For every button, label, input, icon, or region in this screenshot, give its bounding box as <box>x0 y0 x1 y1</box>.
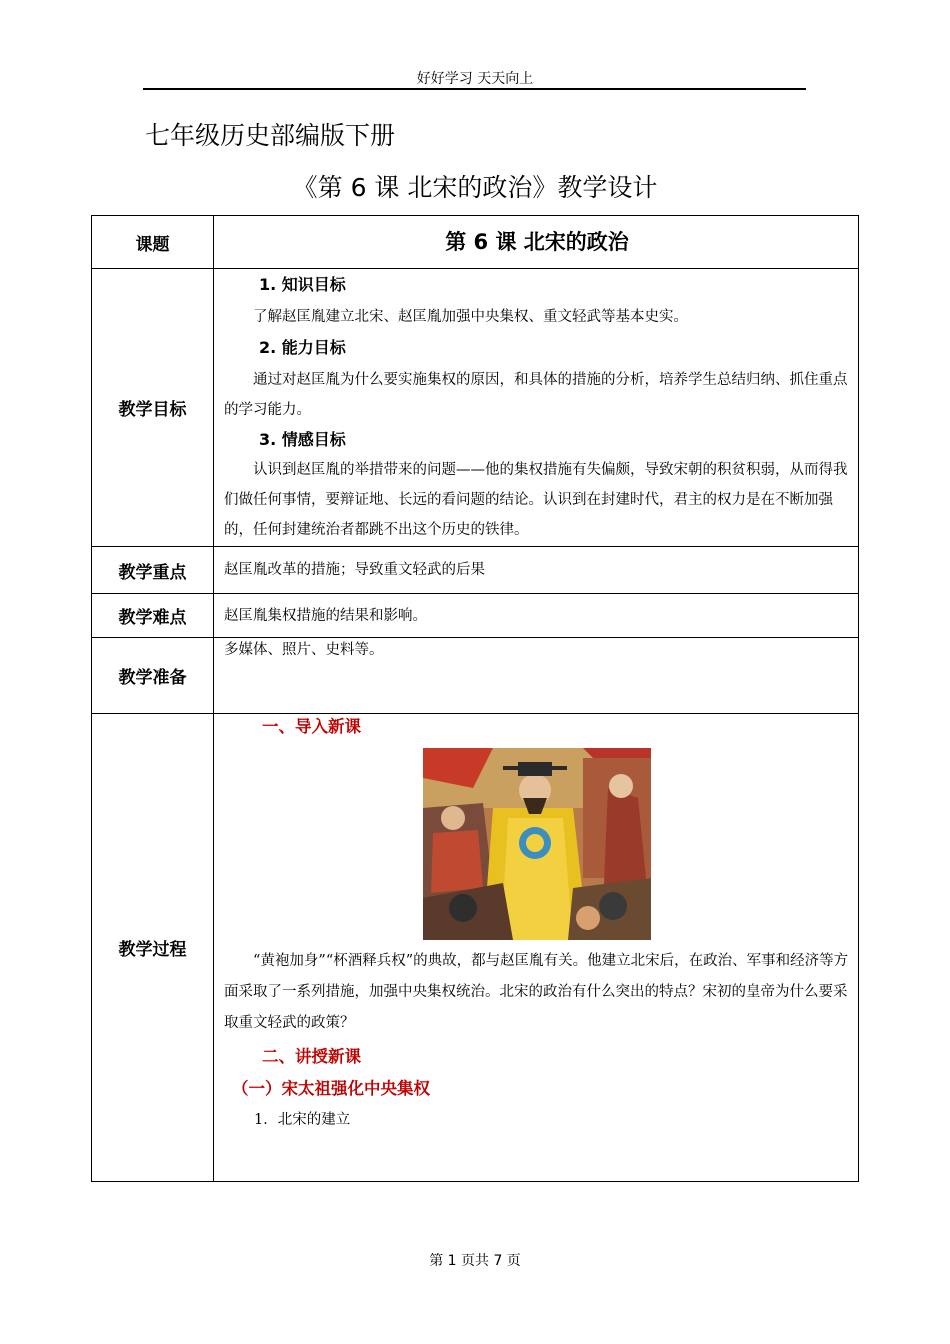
emperor-painting-image <box>423 748 651 940</box>
goal3-text: 认识到赵匡胤的举措带来的问题——他的集权措施有失偏颇，导致宋朝的积贫积弱，从而得我们做任何事情，要辩证地、长远的看问题的结论。认识到在封建时代，君主的权力是在不断加强的，任何封建统治者都跳不出这个历史的铁律。 <box>224 462 848 538</box>
page-header: 好好学习 天天向上 <box>416 71 534 87</box>
emperor-illustration <box>423 748 651 940</box>
goal1-title: 1. 知识目标 <box>259 275 346 294</box>
difficult-value: 赵匡胤集权措施的结果和影响。 <box>214 594 859 638</box>
goal3-title: 3. 情感目标 <box>259 430 346 449</box>
goal2-title: 2. 能力目标 <box>259 338 346 357</box>
section1-heading: （一）宋太祖强化中央集权 <box>232 1079 430 1098</box>
header-rule <box>143 88 806 90</box>
row-topic <box>92 216 859 269</box>
label-prep: 教学准备 <box>92 638 214 714</box>
intro-heading: 一、导入新课 <box>262 717 361 736</box>
key-value: 赵匡胤改革的措施；导致重文轻武的后果 <box>214 547 859 594</box>
row-goals <box>92 269 859 547</box>
prep-value: 多媒体、照片、史料等。 <box>214 638 859 714</box>
page-footer: 第 1 页共 7 页 <box>429 1253 521 1269</box>
row-process <box>92 714 859 1182</box>
label-difficult: 教学难点 <box>92 594 214 638</box>
lesson-plan-table <box>91 215 859 1182</box>
doc-title-line2: 《第 6 课 北宋的政治》教学设计 <box>292 173 658 202</box>
label-topic: 课题 <box>92 216 214 269</box>
doc-title-line1: 七年级历史部编版下册 <box>145 121 396 150</box>
intro-paragraph: “黄袍加身”“杯酒释兵权”的典故，都与赵匡胤有关。他建立北宋后，在政治、军事和经济等方面采取了一系列措施，加强中央集权统治。北宋的政治有什么突出的特点？宋初的皇帝为什么要采取重文轻武的政策？ <box>224 953 849 1031</box>
row-difficult <box>92 594 859 638</box>
goal1-text: 了解赵匡胤建立北宋、赵匡胤加强中央集权、重文轻武等基本史实。 <box>253 309 688 325</box>
new-lesson-heading: 二、讲授新课 <box>262 1047 361 1066</box>
label-goals: 教学目标 <box>92 269 214 547</box>
goal2-text: 通过对赵匡胤为什么要实施集权的原因，和具体的措施的分析，培养学生总结归纳、抓住重点的学习能力。 <box>224 372 848 418</box>
topic-value: 第 6 课 北宋的政治 <box>445 230 629 254</box>
label-process: 教学过程 <box>92 714 214 1182</box>
row-prep <box>92 638 859 714</box>
row-key <box>92 547 859 594</box>
item1-text: 1．北宋的建立 <box>254 1112 351 1128</box>
label-key: 教学重点 <box>92 547 214 594</box>
